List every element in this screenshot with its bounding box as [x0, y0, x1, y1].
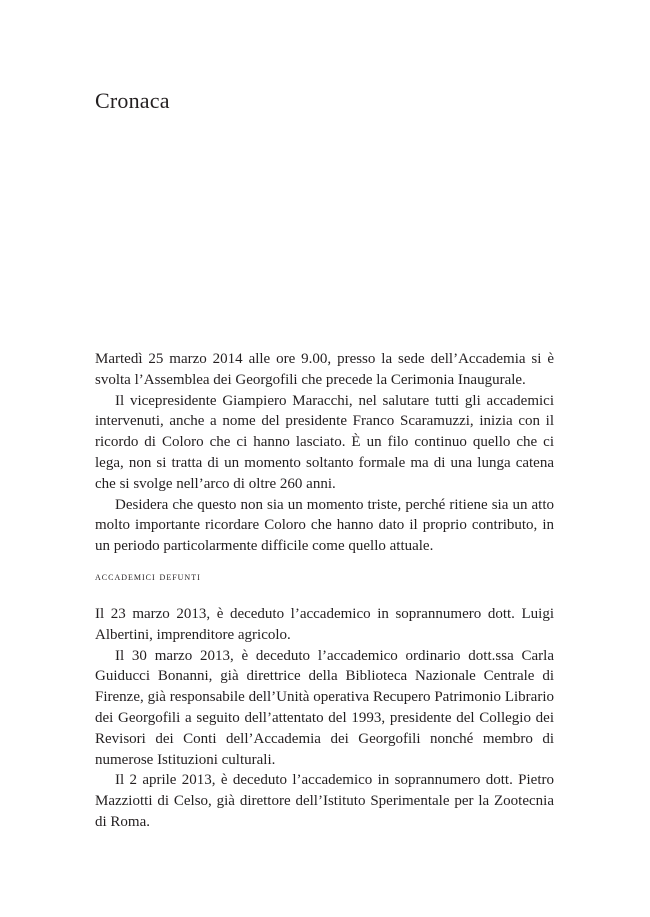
deceased-entry: Il 30 marzo 2013, è deceduto l’accademico ordinario dott.ssa Carla Guiducci Bonanni, già direttrice della Biblioteca Nazionale Centrale di Firenze, già responsabile dell’Unità operativa Recupero Patrimonio Librario dei Georgofili a seguito dell’attentato del 1993, presidente del Collegio dei Revisori dei Conti dell’Accademia dei Georgofili nonché membro di numerose Istituzioni culturali.	[95, 647, 554, 768]
deceased-entry: Il 2 aprile 2013, è deceduto l’accademico in soprannumero dott. Pietro Mazziotti di Celso, già direttore dell’Istituto Sperimentale per la Zootecnia di Roma.	[95, 772, 554, 830]
page-title: Cronaca	[95, 88, 170, 113]
intro-paragraph: Martedì 25 marzo 2014 alle ore 9.00, presso la sede dell’Accademia si è svolta l’Assemblea dei Georgofili che precede la Cerimonia Inaugurale.	[95, 351, 554, 388]
deceased-entry: Il 23 marzo 2013, è deceduto l’accademico in soprannumero dott. Luigi Albertini, imprenditore agricolo.	[95, 606, 554, 643]
intro-paragraph: Il vicepresidente Giampiero Maracchi, nel salutare tutti gli accademici intervenuti, anche a nome del presidente Franco Scaramuzzi, inizia con il ricordo di Coloro che ci hanno lasciato. È un filo continuo quello che ci lega, non si tratta di un momento soltanto formale ma di una lunga catena che si svolge nell’arco di oltre 260 anni.	[95, 392, 554, 492]
intro-paragraph: Desidera che questo non sia un momento triste, perché ritiene sia un atto molto importante ricordare Coloro che hanno dato il proprio contributo, in un periodo particolarmente difficile come quello attuale.	[95, 496, 554, 555]
section-heading: accademici defunti	[95, 571, 201, 583]
deceased-list	[95, 604, 554, 833]
intro-text	[95, 349, 554, 557]
